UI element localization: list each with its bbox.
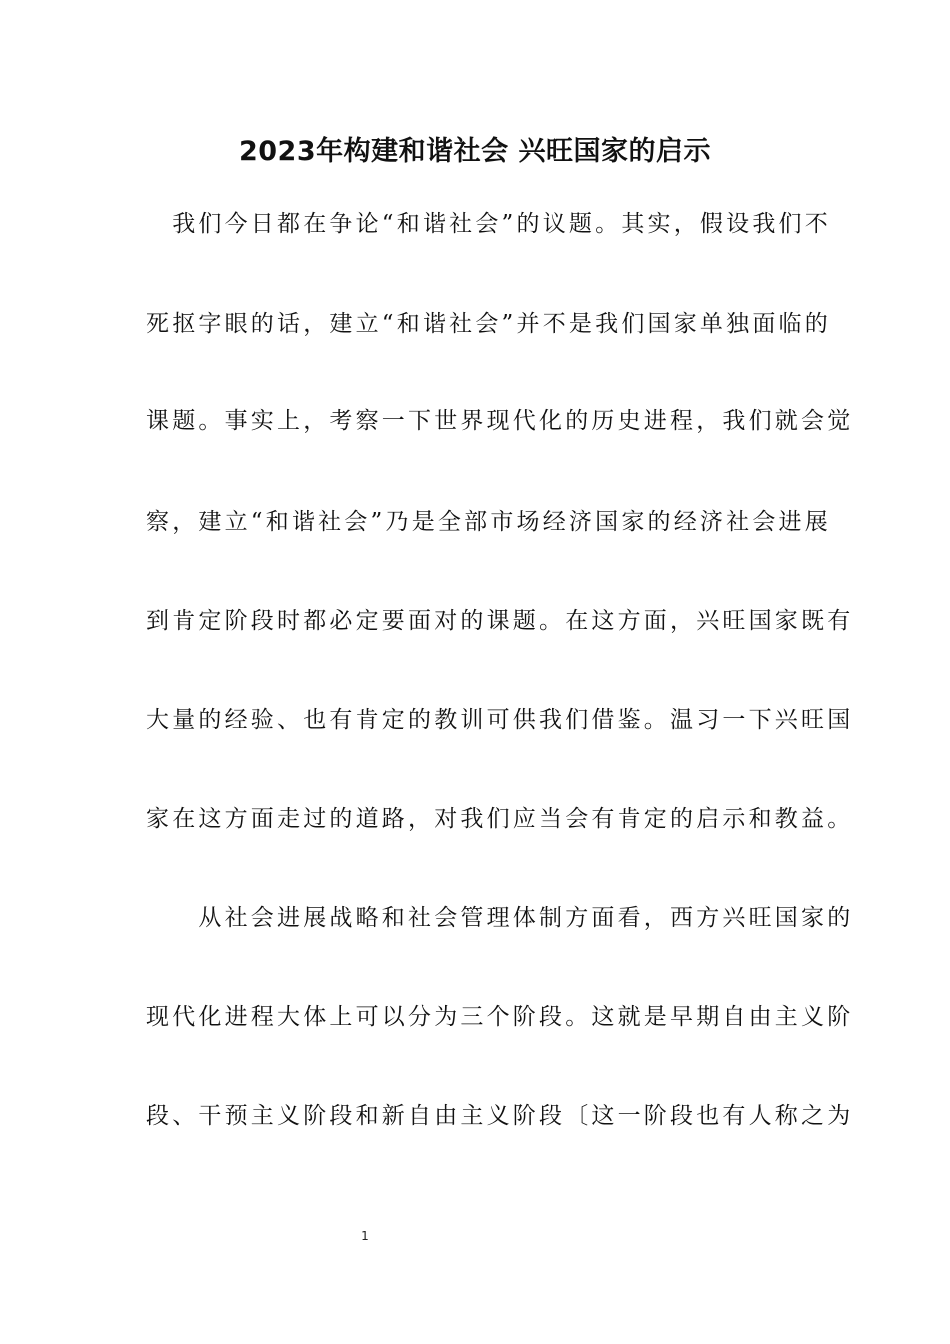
paragraph-line: 从社会进展战略和社会管理体制方面看，西方兴旺国家的	[146, 905, 854, 931]
paragraph-line: 到肯定阶段时都必定要面对的课题。在这方面，兴旺国家既有	[146, 608, 854, 634]
paragraph-line: 现代化进程大体上可以分为三个阶段。这就是早期自由主义阶	[146, 1004, 854, 1030]
paragraph-line: 课题。事实上，考察一下世界现代化的历史进程，我们就会觉	[146, 408, 854, 434]
paragraph-line: 家在这方面走过的道路，对我们应当会有肯定的启示和教益。	[146, 806, 854, 832]
paragraph-line: 察，建立“和谐社会”乃是全部市场经济国家的经济社会进展	[146, 509, 831, 535]
page-number: 1	[361, 1229, 369, 1243]
paragraph-line: 大量的经验、也有肯定的教训可供我们借鉴。温习一下兴旺国	[146, 707, 854, 733]
paragraph-line: 我们今日都在争论“和谐社会”的议题。其实，假设我们不	[146, 211, 831, 237]
paragraph-line: 死抠字眼的话，建立“和谐社会”并不是我们国家单独面临的	[146, 311, 831, 337]
paragraph-line: 段、干预主义阶段和新自由主义阶段〔这一阶段也有人称之为	[146, 1103, 854, 1129]
document-title: 2023年构建和谐社会 兴旺国家的启示	[238, 136, 712, 167]
